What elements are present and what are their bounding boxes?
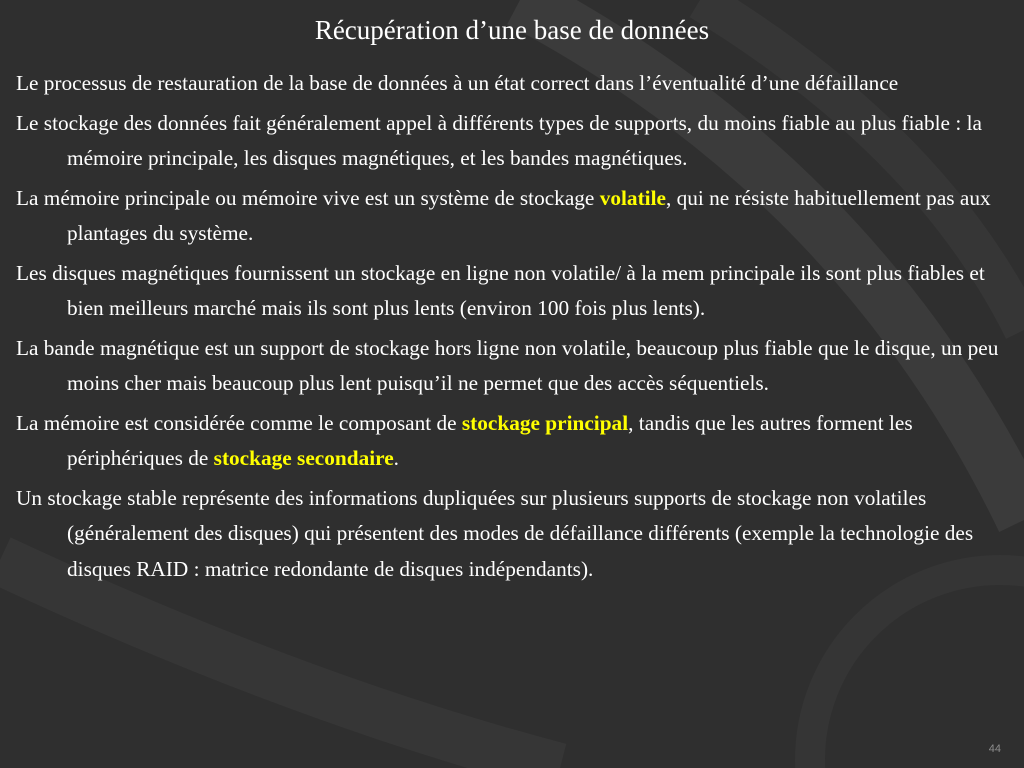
paragraph-text: Le stockage des données fait généralement appel à différents types de supports, du moins fiable au plus fiable : la mémoire principale, les disques magnétiques, et les bandes magnétiques. [16, 110, 982, 170]
paragraph [16, 256, 1014, 327]
page-number: 44 [988, 743, 1001, 755]
paragraph-text: , qui ne résiste habituellement pas aux plantages du système. [67, 185, 991, 245]
paragraph [16, 181, 1014, 252]
highlight-stockage-principal: stockage principal [461, 410, 629, 435]
highlight-stockage-secondaire: stockage secondaire [213, 446, 394, 470]
paragraph [16, 331, 1014, 402]
paragraph-text: Un stockage stable représente des informations dupliquées sur plusieurs supports de stockage non volatiles (généralement des disques) qui présentent des modes de défaillance différents (exemple la technologie des disques RAID : matrice redondante de disques indépendants). [16, 485, 974, 581]
paragraph [16, 106, 1014, 177]
paragraph [16, 481, 1014, 588]
slide-content [16, 66, 1014, 591]
paragraph-text: La mémoire principale ou mémoire vive est un système de stockage [16, 185, 600, 210]
paragraph-text: , tandis que les autres forment les périphériques de [67, 410, 913, 470]
paragraph-text: La mémoire est considérée comme le composant de [16, 410, 462, 435]
paragraph-text: Les disques magnétiques fournissent un stockage en ligne non volatile/ à la mem principale ils sont plus fiables et bien meilleurs marché mais ils sont plus lents (environ 100 fois plus lents). [16, 260, 985, 320]
paragraph [16, 406, 1014, 477]
paragraph-text: La bande magnétique est un support de stockage hors ligne non volatile, beaucoup plus fiable que le disque, un peu moins cher mais beaucoup plus lent puisqu’il ne permet que des accès séquentiels. [16, 335, 999, 395]
slide-title: Récupération d’une base de données [314, 15, 710, 45]
paragraph-text: . [393, 446, 399, 470]
highlight-volatile: volatile [599, 185, 666, 210]
paragraph-text: Le processus de restauration de la base de données à un état correct dans l’éventualité d’une défaillance [16, 71, 899, 95]
paragraph [16, 66, 1014, 102]
